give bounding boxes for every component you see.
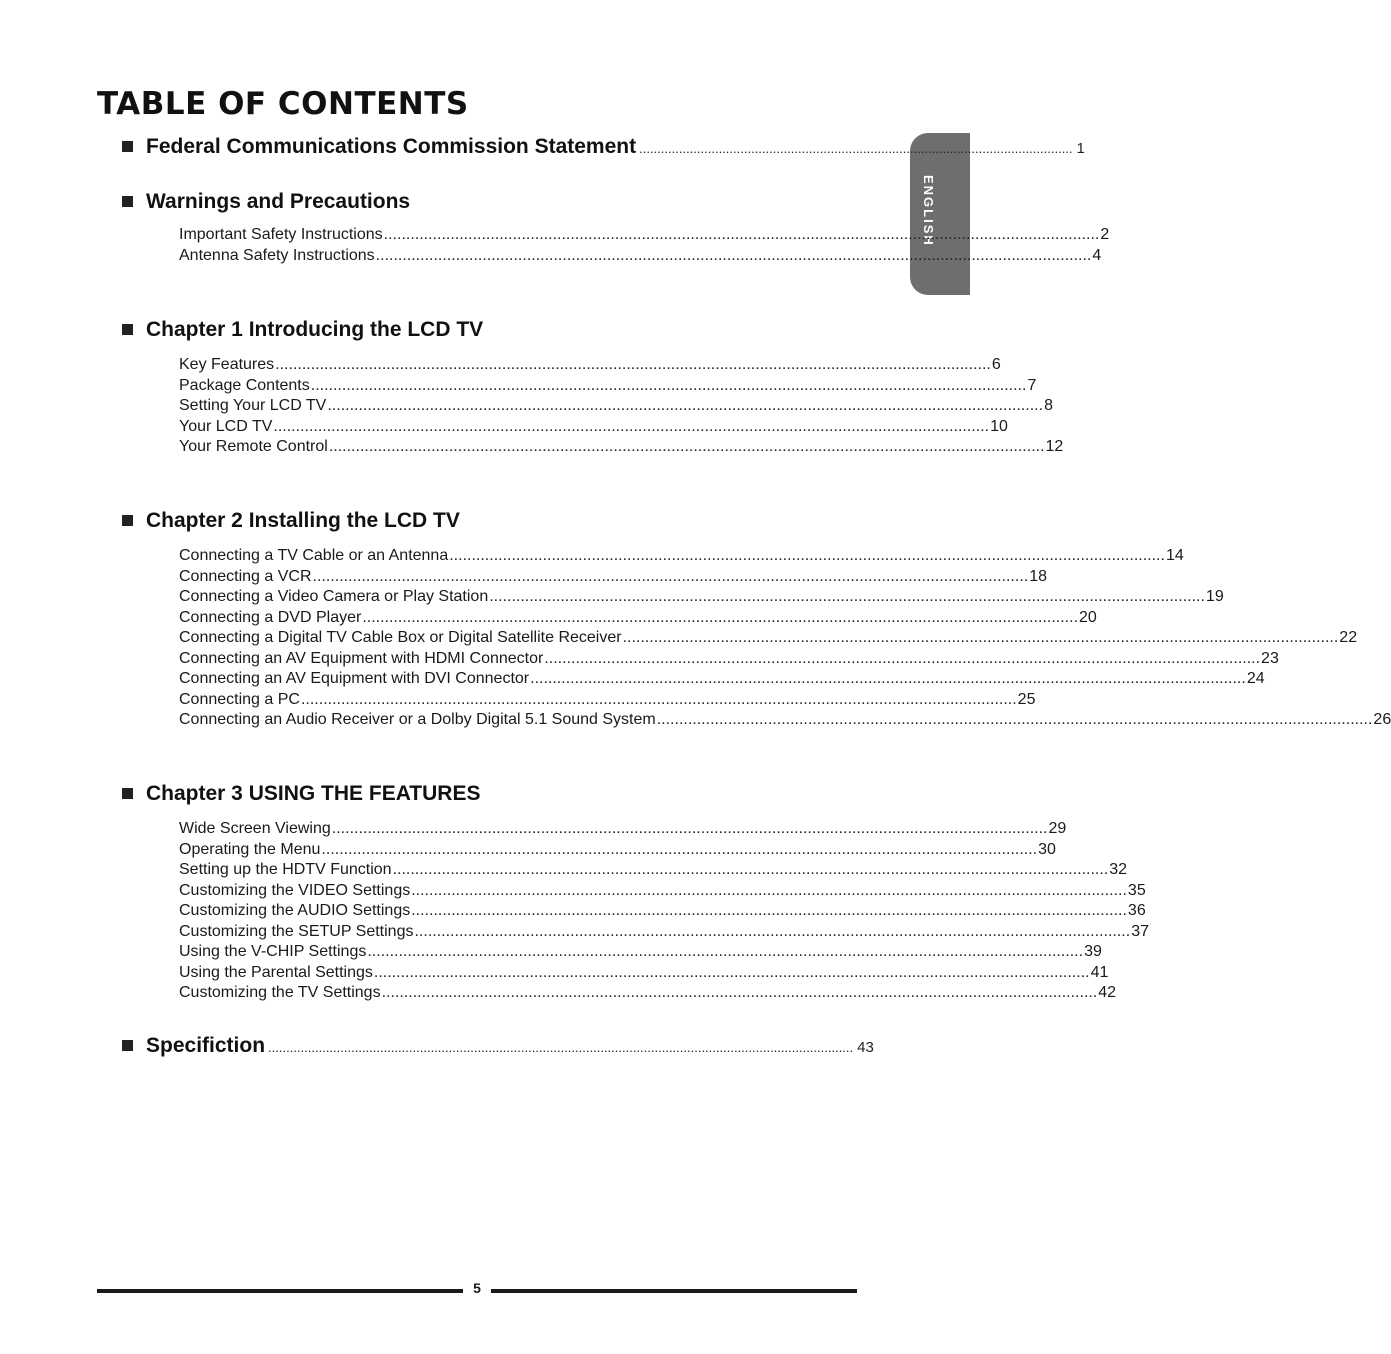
toc-entry[interactable] xyxy=(179,438,1064,459)
entry-page-number: 10 xyxy=(990,417,1008,435)
entry-page-number: 41 xyxy=(1090,963,1109,981)
entry-title: Important Safety Instructions xyxy=(179,226,383,243)
entry-page-number: 25 xyxy=(1017,690,1036,708)
toc-entry[interactable] xyxy=(179,922,1149,944)
dot-leader: ................................................................................................................................................................. xyxy=(530,670,1246,687)
dot-leader: ................................................................................................................................................................. xyxy=(489,588,1205,605)
entry-page-number: 14 xyxy=(1165,547,1184,564)
section-title[interactable]: Federal Communications Commission Statement xyxy=(146,135,637,158)
section-title[interactable]: Warnings and Precautions xyxy=(146,190,411,213)
entry-title: Antenna Safety Instructions xyxy=(179,246,375,264)
dot-leader: ................................................................................................................................................................. xyxy=(411,902,1127,919)
entry-list-chapter-1 xyxy=(179,356,1064,459)
toc-entry[interactable] xyxy=(179,943,1102,964)
entry-title: Key Features xyxy=(179,356,275,373)
dot-leader: ................................................................................................................................................................. xyxy=(381,984,1098,1001)
dot-leader: ................................................................................................................................................................. xyxy=(275,356,991,373)
toc-entry[interactable] xyxy=(179,567,1048,589)
dot-leader: ................................................................................................................................................................. xyxy=(544,649,1261,667)
entry-title: Connecting a TV Cable or an Antenna xyxy=(179,547,449,564)
entry-page-number: 26 xyxy=(1373,711,1391,728)
entry-page-number: 18 xyxy=(1029,567,1048,585)
entry-page-number: 42 xyxy=(1098,984,1117,1001)
dot-leader: ........................................................................................................................ xyxy=(639,141,1073,156)
toc-entry[interactable] xyxy=(179,861,1128,882)
square-bullet-icon xyxy=(122,788,133,799)
entry-title: Customizing the VIDEO Settings xyxy=(179,881,411,899)
toc-entry[interactable] xyxy=(179,670,1265,691)
toc-entry[interactable] xyxy=(179,820,1067,841)
section-page-number: 43 xyxy=(857,1039,874,1056)
entry-title: Your LCD TV xyxy=(179,417,273,435)
toc-entry[interactable] xyxy=(179,608,1097,630)
toc-entry[interactable] xyxy=(179,226,1110,247)
language-tab-label: ENGLISH xyxy=(921,175,936,247)
toc-section-warnings[interactable] xyxy=(122,190,823,214)
entry-title: Operating the Menu xyxy=(179,840,321,858)
dot-leader: ................................................................................................................................................................. xyxy=(321,840,1038,858)
dot-leader: .................................................................................................................................................................. xyxy=(268,1040,854,1055)
toc-entry[interactable] xyxy=(179,356,1001,377)
toc-section-chapter-1[interactable] xyxy=(122,318,823,342)
section-title[interactable]: Specifiction xyxy=(146,1034,266,1057)
section-page-number: 1 xyxy=(1076,140,1085,157)
dot-leader: ................................................................................................................................................................. xyxy=(392,861,1109,878)
entry-title: Connecting a DVD Player xyxy=(179,608,362,626)
square-bullet-icon xyxy=(122,515,133,526)
entry-page-number: 12 xyxy=(1045,438,1064,455)
toc-entry[interactable] xyxy=(179,417,1008,439)
square-bullet-icon xyxy=(122,324,133,335)
entry-title: Connecting a PC xyxy=(179,690,300,708)
dot-leader: ................................................................................................................................................................. xyxy=(449,547,1165,564)
dot-leader: ................................................................................................................................................................. xyxy=(327,397,1044,414)
square-bullet-icon xyxy=(122,1040,133,1051)
dot-leader: ................................................................................................................................................................. xyxy=(300,690,1017,708)
toc-section-specification[interactable] xyxy=(122,1034,874,1058)
entry-title: Customizing the TV Settings xyxy=(179,984,381,1001)
entry-page-number: 20 xyxy=(1079,608,1097,626)
entry-title: Customizing the SETUP Settings xyxy=(179,922,414,940)
entry-page-number: 6 xyxy=(991,356,1001,373)
entry-list-warnings xyxy=(179,226,1110,267)
entry-page-number: 24 xyxy=(1246,670,1265,687)
footer-rule-right xyxy=(491,1289,857,1293)
toc-entry[interactable] xyxy=(179,547,1184,568)
toc-entry[interactable] xyxy=(179,649,1279,671)
toc-section-chapter-3[interactable] xyxy=(122,782,823,806)
entry-page-number: 36 xyxy=(1127,902,1146,919)
entry-page-number: 37 xyxy=(1131,922,1149,940)
entry-list-chapter-2 xyxy=(179,547,1391,732)
toc-entry[interactable] xyxy=(179,629,1358,650)
toc-entry[interactable] xyxy=(179,711,1391,732)
entry-page-number: 35 xyxy=(1127,881,1146,899)
toc-section-fcc[interactable] xyxy=(122,135,1085,159)
entry-page-number: 29 xyxy=(1048,820,1067,837)
entry-page-number: 7 xyxy=(1027,376,1037,394)
entry-page-number: 2 xyxy=(1100,226,1110,243)
entry-page-number: 8 xyxy=(1044,397,1053,414)
toc-entry[interactable] xyxy=(179,902,1146,923)
entry-page-number: 4 xyxy=(1092,246,1102,264)
toc-entry[interactable] xyxy=(179,690,1036,712)
dot-leader: ................................................................................................................................................................. xyxy=(383,226,1100,243)
toc-entry[interactable] xyxy=(179,397,1053,418)
entry-page-number: 39 xyxy=(1084,943,1102,960)
toc-entry[interactable] xyxy=(179,246,1102,268)
entry-title: Package Contents xyxy=(179,376,310,394)
entry-title: Connecting an Audio Receiver or a Dolby Digital 5.1 Sound System xyxy=(179,711,656,728)
toc-entry[interactable] xyxy=(179,984,1117,1005)
entry-title: Using the V-CHIP Settings xyxy=(179,943,367,960)
square-bullet-icon xyxy=(122,196,133,207)
entry-title: Connecting a Digital TV Cable Box or Digital Satellite Receiver xyxy=(179,629,622,646)
dot-leader: ................................................................................................................................................................. xyxy=(367,943,1084,960)
entry-title: Connecting an AV Equipment with DVI Connector xyxy=(179,670,530,687)
entry-title: Using the Parental Settings xyxy=(179,963,373,981)
entry-page-number: 19 xyxy=(1205,588,1224,605)
entry-title: Your Remote Control xyxy=(179,438,328,455)
dot-leader: ................................................................................................................................................................. xyxy=(310,376,1027,394)
entry-title: Customizing the AUDIO Settings xyxy=(179,902,411,919)
toc-entry[interactable] xyxy=(179,840,1056,862)
entry-page-number: 32 xyxy=(1109,861,1128,878)
entry-page-number: 22 xyxy=(1339,629,1358,646)
entry-title: Setting Your LCD TV xyxy=(179,397,327,414)
dot-leader: ................................................................................................................................................................. xyxy=(411,881,1127,899)
footer-rule-left xyxy=(97,1289,463,1293)
page-title: TABLE OF CONTENTS xyxy=(97,86,469,122)
entry-title: Setting up the HDTV Function xyxy=(179,861,392,878)
dot-leader: ................................................................................................................................................................. xyxy=(373,963,1090,981)
dot-leader: ................................................................................................................................................................. xyxy=(331,820,1048,837)
dot-leader: ................................................................................................................................................................. xyxy=(273,417,990,435)
dot-leader: ................................................................................................................................................................. xyxy=(375,246,1092,264)
dot-leader: ................................................................................................................................................................. xyxy=(622,629,1339,646)
toc-entry[interactable] xyxy=(179,376,1037,398)
entry-title: Connecting an AV Equipment with HDMI Connector xyxy=(179,649,544,667)
square-bullet-icon xyxy=(122,141,133,152)
toc-entry[interactable] xyxy=(179,588,1224,609)
section-title[interactable]: Chapter 3 USING THE FEATURES xyxy=(146,782,481,805)
entry-page-number: 23 xyxy=(1261,649,1279,667)
dot-leader: ................................................................................................................................................................. xyxy=(414,922,1131,940)
dot-leader: ................................................................................................................................................................. xyxy=(656,711,1373,728)
dot-leader: ................................................................................................................................................................. xyxy=(362,608,1079,626)
toc-entry[interactable] xyxy=(179,963,1109,985)
entry-title: Wide Screen Viewing xyxy=(179,820,331,837)
entry-title: Connecting a Video Camera or Play Station xyxy=(179,588,489,605)
toc-section-chapter-2[interactable] xyxy=(122,509,823,533)
entry-page-number: 30 xyxy=(1038,840,1056,858)
dot-leader: ................................................................................................................................................................. xyxy=(328,438,1045,455)
dot-leader: ................................................................................................................................................................. xyxy=(312,567,1029,585)
section-title[interactable]: Chapter 2 Installing the LCD TV xyxy=(146,509,460,532)
section-title[interactable]: Chapter 1 Introducing the LCD TV xyxy=(146,318,484,341)
page-number: 5 xyxy=(473,1280,481,1296)
entry-list-chapter-3 xyxy=(179,820,1149,1005)
entry-title: Connecting a VCR xyxy=(179,567,312,585)
toc-entry[interactable] xyxy=(179,881,1146,903)
